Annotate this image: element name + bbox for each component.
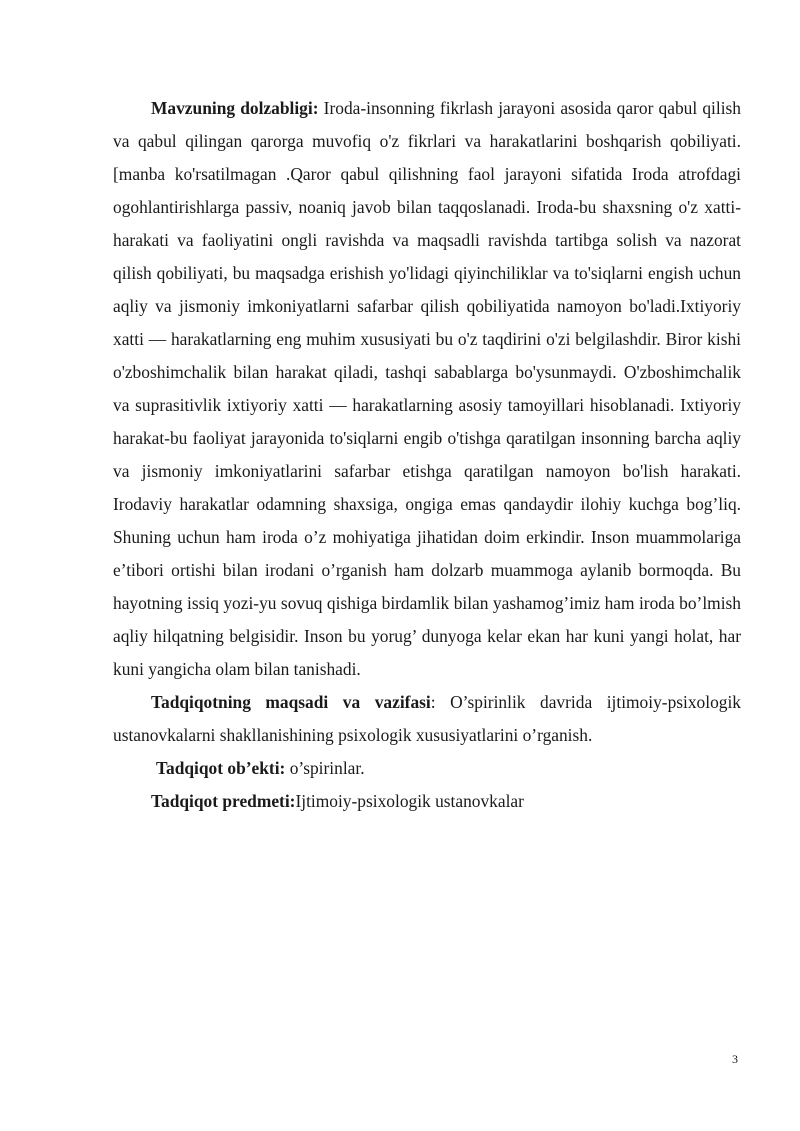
heading-subject: Tadqiqot predmeti:	[151, 791, 296, 811]
text-object: o’spirinlar.	[285, 758, 365, 778]
paragraph-goal	[113, 686, 741, 752]
document-body	[113, 92, 741, 818]
heading-relevance: Mavzuning dolzabligi:	[151, 98, 319, 118]
text-goal: : O’spirinlik davrida ijtimoiy-psixologik ustanovkalarni shakllanishining psixologik xususiyatlarini o’rganish.	[113, 692, 741, 745]
paragraph-object	[113, 752, 741, 785]
heading-object: Tadqiqot ob’ekti:	[156, 758, 286, 778]
page-number: 3	[732, 1052, 738, 1066]
text-relevance: Iroda-insonning fikrlash jarayoni asosida qaror qabul qilish va qabul qilingan qarorga muvofiq o'z fikrlari va harakatlarini boshqarish qobiliyati. [manba ko'rsatilmagan .Qaror qabul qilishning faol jarayoni sifatida Iroda atrofdagi ogohlantirishlarga passiv, noaniq javob bilan taqqoslanadi. Iroda-bu shaxsning o'z xatti-harakati va faoliyatini ongli ravishda va maqsadli ravishda tartibga solish va nazorat qilish qobiliyati, bu maqsadga erishish yo'lidagi qiyinchiliklar va to'siqlarni engish uchun aqliy va jismoniy imkoniyatlarni safarbar qilish qobiliyatida namoyon bo'ladi.Ixtiyoriy xatti — harakatlarning eng muhim xususiyati bu o'z taqdirini o'zi belgilashdir. Biror kishi o'zboshimchalik bilan harakat qiladi, tashqi sabablarga bo'ysunmaydi. O'zboshimchalik va suprasitivlik ixtiyoriy xatti — harakatlarning asosiy tamoyillari hisoblanadi. Ixtiyoriy harakat-bu faoliyat jarayonida to'siqlarni engib o'tishga qaratilgan insonning barcha aqliy va jismoniy imkoniyatlarini safarbar etishga qaratilgan namoyon bo'lish harakati. Irodaviy harakatlar odamning shaxsiga, ongiga emas qandaydir ilohiy kuchga bog’liq. Shuning uchun ham iroda o’z mohiyatiga jihatidan doim erkindir. Inson muammolariga e’tibori ortishi bilan irodani o’rganish ham dolzarb muammoga aylanib bormoqda. Bu hayotning issiq yozi-yu sovuq qishiga birdamlik bilan yashamog’imiz ham iroda bo’lmish aqliy hilqatning belgisidir. Inson bu yorug’ dunyoga kelar ekan har kuni yangi holat, har kuni yangicha olam bilan tanishadi.	[113, 98, 741, 679]
paragraph-subject	[113, 785, 741, 818]
text-subject: Ijtimoiy-psixologik ustanovkalar	[295, 791, 524, 811]
paragraph-relevance	[113, 92, 741, 686]
heading-goal: Tadqiqotning maqsadi va vazifasi	[151, 692, 431, 712]
